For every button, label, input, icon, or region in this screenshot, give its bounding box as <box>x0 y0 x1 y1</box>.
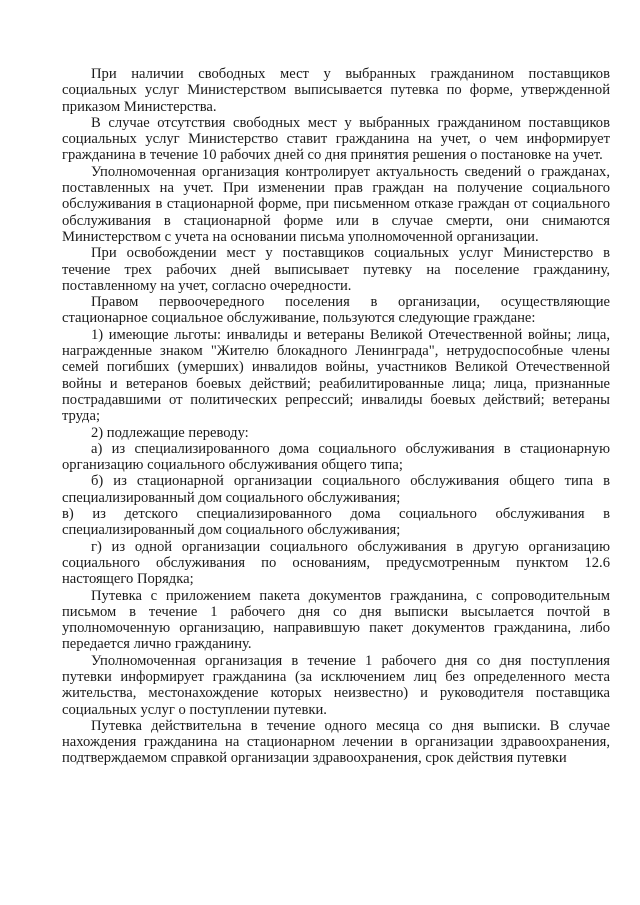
paragraph: Путевка с приложением пакета документов гражданина, с сопроводительным письмом в течение 1 рабочего дня со дня выписки высылается почтой в уполномоченную организацию, направившую пакет документов гражданина, либо передается лично гражданину. <box>62 587 610 653</box>
paragraph: В случае отсутствия свободных мест у выбранных гражданином поставщиков социальных услуг Министерство ставит гражданина на учет, о чем информирует гражданина в течение 10 рабочих дней со дня принятия решения о постановке на учет. <box>62 114 610 164</box>
paragraph: Уполномоченная организация в течение 1 рабочего дня со дня поступления путевки информирует гражданина (за исключением лиц без определенного места жительства, местонахождение которых неизвестно) и руководителя поставщика социальных услуг о поступлении путевки. <box>62 652 610 718</box>
list-item: в) из детского специализированного дома социального обслуживания в специализированный дом социального обслуживания; <box>62 506 610 539</box>
paragraph: Уполномоченная организация контролирует актуальность сведений о гражданах, поставленных на учет. При изменении прав граждан на получение социального обслуживания в стационарной форме, при письменном отказе граждан от социального обслуживания в стационарной форме или в случае смерти, они снимаются Министерством с учета на основании письма уполномоченной организации. <box>62 163 610 245</box>
document-page <box>62 66 610 767</box>
list-item: 2) подлежащие переводу: <box>91 424 249 441</box>
list-item: а) из специализированного дома социального обслуживания в стационарную организацию социального обслуживания общего типа; <box>62 440 610 474</box>
paragraph: Правом первоочередного поселения в организации, осуществляющие стационарное социальное обслуживание, пользуются следующие граждане: <box>62 294 610 327</box>
paragraph: Путевка действительна в течение одного месяца со дня выписки. В случае нахождения гражданина на стационарном лечении в организации здравоохранения, подтверждаемом справкой организации здравоохранения, срок действия путевки <box>62 717 610 767</box>
list-item: 1) имеющие льготы: инвалиды и ветераны Великой Отечественной войны; лица, награжденные знаком "Жителю блокадного Ленинграда", нетрудоспособные члены семей погибших (умерших) инвалидов войны, участников Великой Отечественной войны и ветеранов боевых действий; реабилитированные лица; лица, признанные пострадавшими от политических репрессий; инвалиды боевых действий; ветераны труда; <box>62 326 610 425</box>
paragraph: При освобождении мест у поставщиков социальных услуг Министерство в течение трех рабочих дней выписывает путевку на поселение гражданину, поставленному на учет, согласно очередности. <box>62 245 610 294</box>
list-item: г) из одной организации социального обслуживания в другую организацию социального обслуживания по основаниям, предусмотренным пунктом 12.6 настоящего Порядка; <box>62 538 610 588</box>
paragraph: При наличии свободных мест у выбранных гражданином поставщиков социальных услуг Министерством выписывается путевка по форме, утвержденной приказом Министерства. <box>62 66 610 115</box>
list-item: б) из стационарной организации социального обслуживания общего типа в специализированный дом социального обслуживания; <box>62 473 610 506</box>
